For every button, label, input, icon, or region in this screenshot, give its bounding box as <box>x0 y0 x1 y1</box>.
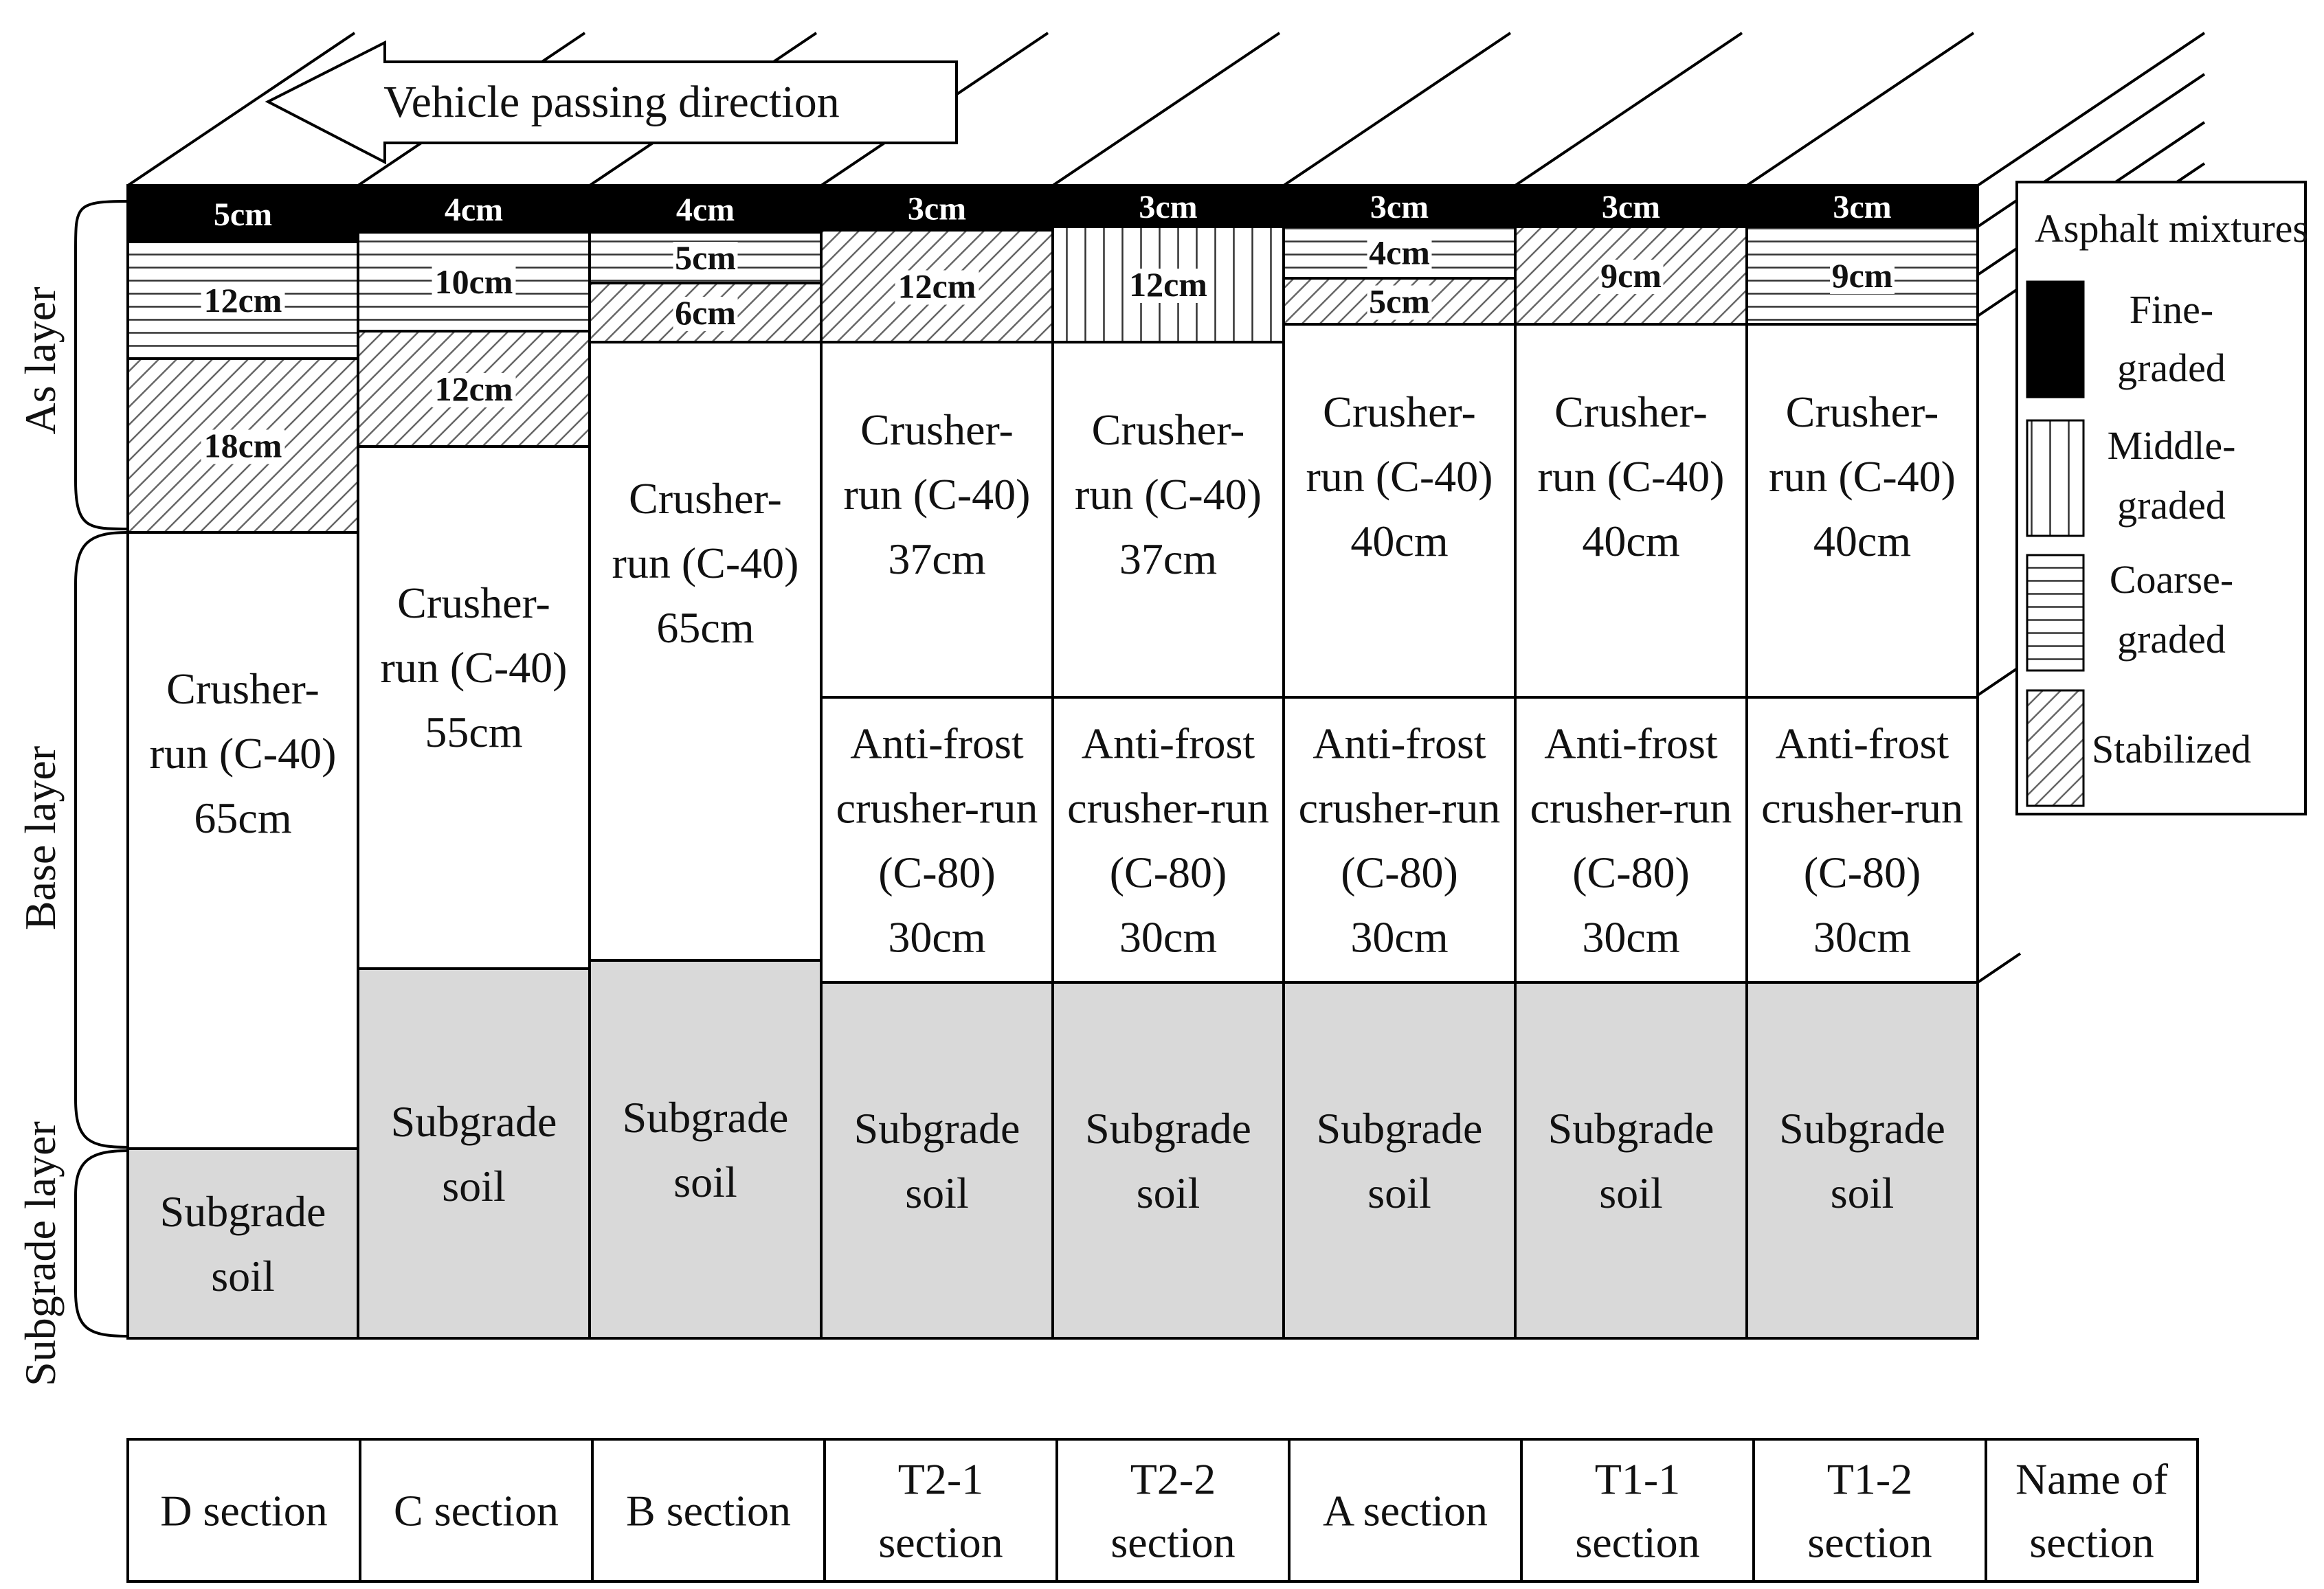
crusher-run-base-layer-text: run (C-40) <box>1306 452 1493 501</box>
fine-graded-layer <box>821 185 1053 230</box>
anti-frost-layer-text: (C-80) <box>1109 848 1227 897</box>
section-name-cell <box>1289 1439 1521 1581</box>
crusher-run-base-layer-text: run (C-40) <box>612 539 799 587</box>
section-name-text: section <box>1110 1518 1236 1567</box>
fine-graded-layer <box>590 185 821 232</box>
section-name-cell <box>128 1439 360 1581</box>
anti-frost-layer-text: crusher-run <box>1530 783 1732 833</box>
fine-graded-thickness: 3cm <box>1139 189 1198 225</box>
crusher-run-base-layer-text: run (C-40) <box>1769 452 1956 501</box>
stabilized-layer <box>590 283 821 342</box>
coarse-graded-layer-thickness: 10cm <box>434 262 513 301</box>
section-name-text: section <box>2029 1518 2154 1567</box>
section-name-cell <box>1057 1439 1289 1581</box>
subgrade-layer-label: Subgrade layer <box>16 1121 65 1386</box>
as-layer-brace <box>76 201 128 529</box>
crusher-run-base-layer-text: 65cm <box>656 603 755 652</box>
anti-frost-layer-text: (C-80) <box>1341 848 1458 897</box>
coarse-graded-layer <box>1747 227 1978 324</box>
stabilized-layer <box>358 331 590 447</box>
section-name-text: Name of <box>2015 1454 2169 1504</box>
anti-frost-layer-text: crusher-run <box>836 783 1038 833</box>
subgrade-soil-layer <box>358 969 590 1338</box>
stabilized-layer <box>1515 227 1747 324</box>
subgrade-soil-layer-text: Subgrade <box>1316 1104 1483 1153</box>
section-name-cell <box>592 1439 825 1581</box>
section-name-cell <box>1754 1439 1986 1581</box>
coarse-graded-layer <box>1284 227 1515 278</box>
fine-graded-thickness: 5cm <box>213 196 273 233</box>
arrow-label: Vehicle passing direction <box>383 77 840 127</box>
anti-frost-layer <box>1053 697 1284 982</box>
coarse-graded-layer-thickness: 5cm <box>675 238 736 277</box>
subgrade-soil-layer <box>590 960 821 1338</box>
section-name-cell <box>1521 1439 1754 1581</box>
coarse-graded-layer-thickness: 9cm <box>1831 256 1893 295</box>
anti-frost-layer-text: crusher-run <box>1067 783 1269 833</box>
coarse-graded-layer-thickness: 4cm <box>1369 233 1430 272</box>
crusher-run-base-layer-text: Crusher- <box>1323 387 1476 436</box>
fine-graded-layer <box>358 185 590 232</box>
crusher-run-base-layer-text: 40cm <box>1813 517 1912 565</box>
subgrade-soil-layer-block <box>1284 982 1515 1338</box>
base-layer-label: Base layer <box>16 745 65 931</box>
legend-stabilized-swatch <box>2027 690 2083 806</box>
subgrade-soil-layer-text: Subgrade <box>1085 1104 1251 1153</box>
crusher-run-base-layer-block <box>1515 324 1747 697</box>
anti-frost-layer-text: 30cm <box>1119 912 1218 962</box>
crusher-run-base-layer-text: Crusher- <box>629 474 782 523</box>
crusher-run-base-layer-text: Crusher- <box>166 664 320 713</box>
fine-graded-thickness: 4cm <box>675 192 735 228</box>
stabilized-layer-thickness: 18cm <box>203 426 282 465</box>
anti-frost-layer-text: 30cm <box>1350 912 1449 962</box>
legend-coarse-label: Coarse- <box>2109 557 2234 602</box>
anti-frost-layer-text: 30cm <box>1582 912 1680 962</box>
subgrade-soil-layer-text: soil <box>905 1169 969 1217</box>
crusher-run-base-layer <box>821 342 1053 697</box>
section-name-text: section <box>1807 1518 1932 1567</box>
crusher-run-base-layer <box>1747 324 1978 697</box>
section-name-cell <box>360 1439 592 1581</box>
legend-fine-label: graded <box>2117 346 2226 390</box>
subgrade-soil-layer-text: Subgrade <box>1779 1104 1945 1153</box>
subgrade-soil-layer-block <box>128 1149 358 1338</box>
section-name-text: A section <box>1323 1486 1488 1535</box>
subgrade-soil-layer <box>1284 982 1515 1338</box>
crusher-run-base-layer-text: run (C-40) <box>149 729 337 778</box>
crusher-run-base-layer-text: 40cm <box>1582 517 1680 565</box>
subgrade-soil-layer-block <box>1515 982 1747 1338</box>
anti-frost-layer-text: Anti-frost <box>850 719 1024 768</box>
section-column <box>1747 185 1978 1338</box>
crusher-run-base-layer <box>1284 324 1515 697</box>
section-name-text: T1-2 <box>1826 1454 1913 1504</box>
subgrade-soil-layer-block <box>590 960 821 1338</box>
middle-graded-layer-thickness: 12cm <box>1129 265 1207 304</box>
subgrade-soil-layer-text: soil <box>673 1158 737 1206</box>
crusher-run-base-layer-text: 55cm <box>425 708 523 756</box>
fine-graded-thickness: 3cm <box>1601 189 1661 225</box>
crusher-run-base-layer-text: run (C-40) <box>1537 452 1725 501</box>
subgrade-soil-layer <box>1747 982 1978 1338</box>
section-name-text: section <box>1575 1518 1700 1567</box>
crusher-run-base-layer <box>1515 324 1747 697</box>
stabilized-layer-thickness: 6cm <box>675 293 736 332</box>
crusher-run-base-layer <box>1053 342 1284 697</box>
fine-graded-layer <box>128 185 358 242</box>
subgrade-soil-layer-block <box>821 982 1053 1338</box>
subgrade-soil-layer-text: Subgrade <box>622 1093 789 1142</box>
crusher-run-base-layer-block <box>1284 324 1515 697</box>
subgrade-soil-layer <box>128 1149 358 1338</box>
section-name-table <box>128 1439 2198 1581</box>
section-column <box>1515 185 1747 1338</box>
subgrade-soil-layer <box>1053 982 1284 1338</box>
section-name-text: section <box>878 1518 1003 1567</box>
crusher-run-base-layer-text: 40cm <box>1350 517 1449 565</box>
anti-frost-layer <box>821 697 1053 982</box>
fine-graded-layer <box>1284 185 1515 227</box>
legend <box>2017 182 2308 814</box>
fine-graded-thickness: 3cm <box>907 190 967 227</box>
crusher-run-base-layer-block <box>1053 342 1284 697</box>
legend-title: Asphalt mixtures <box>2035 206 2308 251</box>
fine-graded-layer <box>1053 185 1284 227</box>
crusher-run-base-layer-text: Crusher- <box>397 578 550 627</box>
anti-frost-layer-text: Anti-frost <box>1312 719 1486 768</box>
legend-coarse-label: graded <box>2117 617 2226 662</box>
anti-frost-layer <box>1284 697 1515 982</box>
stabilized-layer-thickness: 12cm <box>897 267 976 306</box>
subgrade-soil-layer-text: Subgrade <box>159 1187 326 1236</box>
crusher-run-base-layer <box>128 532 358 1149</box>
legend-fine-label: Fine- <box>2129 287 2214 332</box>
crusher-run-base-layer-text: Crusher- <box>1785 387 1939 436</box>
subgrade-soil-layer-text: soil <box>1367 1169 1431 1217</box>
subgrade-layer-brace <box>76 1151 128 1336</box>
anti-frost-layer-text: (C-80) <box>1572 848 1690 897</box>
crusher-run-base-layer-text: run (C-40) <box>380 643 568 692</box>
base-layer-brace <box>76 532 128 1147</box>
stabilized-layer <box>821 230 1053 342</box>
anti-frost-layer-text: Anti-frost <box>1544 719 1718 768</box>
stabilized-layer-thickness: 5cm <box>1369 282 1430 321</box>
subgrade-soil-layer-block <box>358 969 590 1338</box>
section-name-cell <box>825 1439 1057 1581</box>
crusher-run-base-layer-text: 37cm <box>1119 534 1218 583</box>
fine-graded-thickness: 4cm <box>444 192 504 228</box>
section-column <box>1053 185 1284 1338</box>
vehicle-direction-arrow <box>268 43 957 162</box>
crusher-run-base-layer-text: Crusher- <box>860 405 1014 454</box>
crusher-run-base-layer-block <box>1747 324 1978 697</box>
crusher-run-base-layer <box>358 447 590 969</box>
anti-frost-layer-text: crusher-run <box>1298 783 1501 833</box>
coarse-graded-layer <box>590 232 821 283</box>
coarse-graded-layer <box>128 242 358 359</box>
crusher-run-base-layer <box>590 342 821 960</box>
anti-frost-layer <box>1747 697 1978 982</box>
subgrade-soil-layer-text: soil <box>1599 1169 1663 1217</box>
anti-frost-layer-text: (C-80) <box>1803 848 1921 897</box>
fine-graded-thickness: 3cm <box>1370 189 1429 225</box>
crusher-run-base-layer-block <box>821 342 1053 697</box>
section-column <box>1284 185 1515 1338</box>
anti-frost-layer <box>1515 697 1747 982</box>
stabilized-layer <box>1284 278 1515 324</box>
subgrade-soil-layer-text: Subgrade <box>853 1104 1020 1153</box>
subgrade-soil-layer-text: soil <box>211 1252 275 1300</box>
section-column <box>358 185 590 1338</box>
section-name-text: T2-2 <box>1130 1454 1216 1504</box>
section-column <box>128 185 358 1338</box>
subgrade-soil-layer-text: Subgrade <box>1548 1104 1714 1153</box>
subgrade-soil-layer-block <box>1053 982 1284 1338</box>
subgrade-soil-layer-text: soil <box>1830 1169 1895 1217</box>
anti-frost-layer-text: 30cm <box>1813 912 1912 962</box>
middle-graded-layer <box>1053 227 1284 342</box>
crusher-run-base-layer-text: Crusher- <box>1554 387 1708 436</box>
section-name-text: C section <box>394 1486 559 1535</box>
fine-graded-layer <box>1747 185 1978 227</box>
section-name-text: T1-1 <box>1594 1454 1681 1504</box>
subgrade-soil-layer <box>1515 982 1747 1338</box>
section-name-text: B section <box>626 1486 791 1535</box>
anti-frost-layer-text: 30cm <box>888 912 986 962</box>
crusher-run-base-layer-text: Crusher- <box>1091 405 1245 454</box>
subgrade-soil-layer <box>821 982 1053 1338</box>
coarse-graded-layer <box>358 232 590 331</box>
crusher-run-base-layer-text: 65cm <box>194 793 292 842</box>
section-column <box>590 185 821 1338</box>
section-name-text: T2-1 <box>897 1454 984 1504</box>
legend-fine-swatch <box>2027 282 2083 397</box>
crusher-run-base-layer-text: run (C-40) <box>843 470 1031 519</box>
anti-frost-layer-text: Anti-frost <box>1775 719 1949 768</box>
crusher-run-base-layer-text: run (C-40) <box>1075 470 1262 519</box>
legend-stabilized-label: Stabilized <box>2092 727 2251 771</box>
section-column <box>821 185 1053 1338</box>
legend-middle-label: Middle- <box>2107 423 2236 468</box>
section-name-cell <box>1986 1439 2198 1581</box>
stabilized-layer-thickness: 9cm <box>1600 256 1662 295</box>
crusher-run-base-layer-text: 37cm <box>888 534 986 583</box>
legend-middle-swatch <box>2027 420 2083 536</box>
subgrade-soil-layer-text: soil <box>442 1162 506 1210</box>
section-name-text: D section <box>160 1486 328 1535</box>
as-layer-label: As layer <box>16 286 65 435</box>
subgrade-soil-layer-text: soil <box>1136 1169 1200 1217</box>
stabilized-layer <box>128 359 358 532</box>
anti-frost-layer-text: Anti-frost <box>1081 719 1255 768</box>
coarse-graded-layer-thickness: 12cm <box>203 281 282 319</box>
stabilized-layer-thickness: 12cm <box>434 370 513 408</box>
legend-middle-label: graded <box>2117 483 2226 528</box>
fine-graded-layer <box>1515 185 1747 227</box>
legend-coarse-swatch <box>2027 555 2083 670</box>
subgrade-soil-layer-block <box>1747 982 1978 1338</box>
side-braces <box>76 201 128 1336</box>
anti-frost-layer-text: crusher-run <box>1761 783 1963 833</box>
subgrade-soil-layer-text: Subgrade <box>390 1097 557 1146</box>
columns <box>128 185 1978 1338</box>
fine-graded-thickness: 3cm <box>1833 189 1892 225</box>
anti-frost-layer-text: (C-80) <box>878 848 996 897</box>
